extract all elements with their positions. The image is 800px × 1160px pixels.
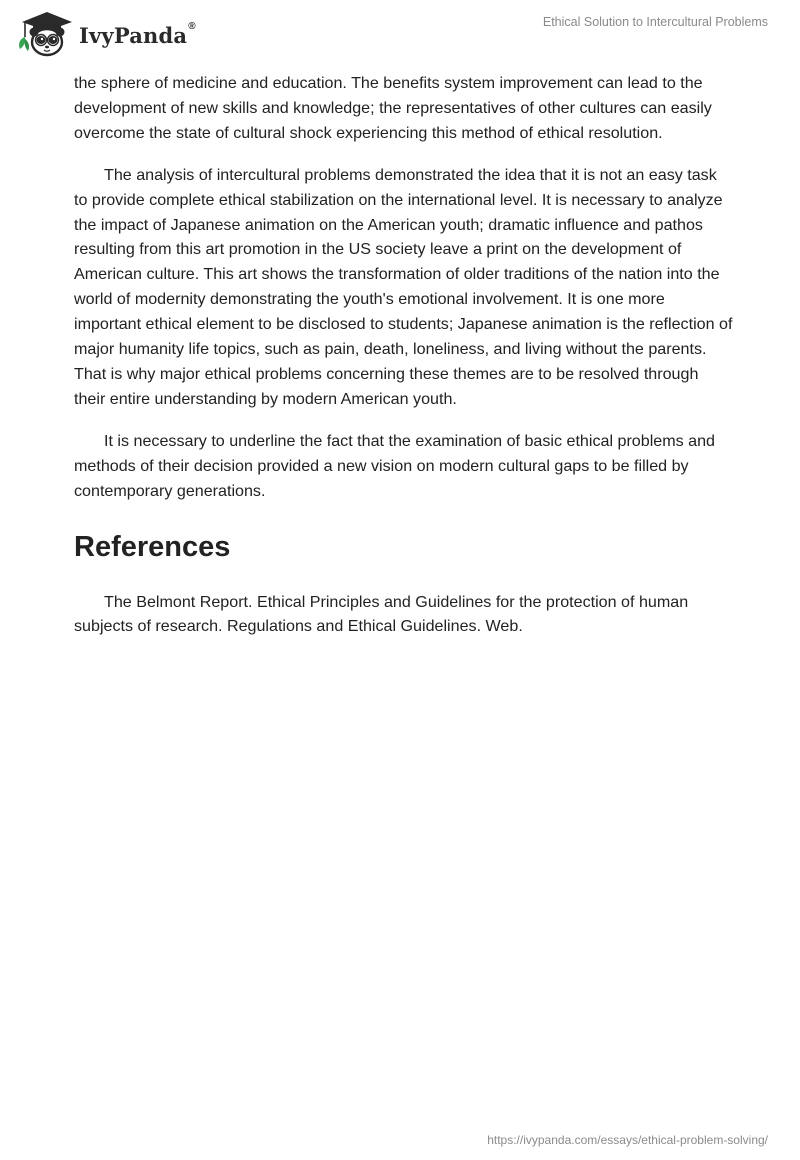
footer-source-url[interactable]: https://ivypanda.com/essays/ethical-problem-solving/ — [487, 1133, 768, 1147]
page-header — [0, 0, 800, 70]
running-title: Ethical Solution to Intercultural Problems — [542, 15, 768, 29]
panda-graduation-cap-icon — [14, 9, 76, 59]
essay-content — [74, 71, 734, 656]
body-paragraph-3: It is necessary to underline the fact that the examination of basic ethical problems and methods of their decision provided a new vision on modern cultural gaps to be filled by contemporary generations. — [74, 431, 716, 500]
ivypanda-logo[interactable] — [14, 8, 196, 60]
body-paragraph-2: The analysis of intercultural problems demonstrated the idea that it is not an easy task to provide complete ethical stabilization on the international level. It is necessary to analyze the impact of Japanese animation on the American youth; dramatic influence and pathos resulting from this art promotion in the US society leave a print on the development of American culture. This art shows the transformation of older traditions of the nation into the world of modernity demonstrating the youth's emotional involvement. It is one more important ethical element to be disclosed to students; Japanese animation is the reflection of major humanity life topics, such as pain, death, loneliness, and living without the parents. That is why major ethical problems concerning these themes are to be resolved through their entire understanding by modern American youth. — [74, 165, 733, 408]
references-heading: References — [74, 530, 231, 563]
logo-name: IvyPanda — [79, 22, 188, 48]
registered-mark: ® — [188, 20, 196, 32]
reference-entry-1: The Belmont Report. Ethical Principles and Guidelines for the protection of human subjects of research. Regulations and Ethical Guidelines. Web. — [74, 592, 689, 636]
body-paragraph-1: the sphere of medicine and education. The benefits system improvement can lead to the development of new skills and knowledge; the representatives of other cultures can easily overcome the state of cultural shock experiencing this method of ethical resolution. — [74, 74, 712, 142]
logo-wordmark — [79, 20, 196, 48]
